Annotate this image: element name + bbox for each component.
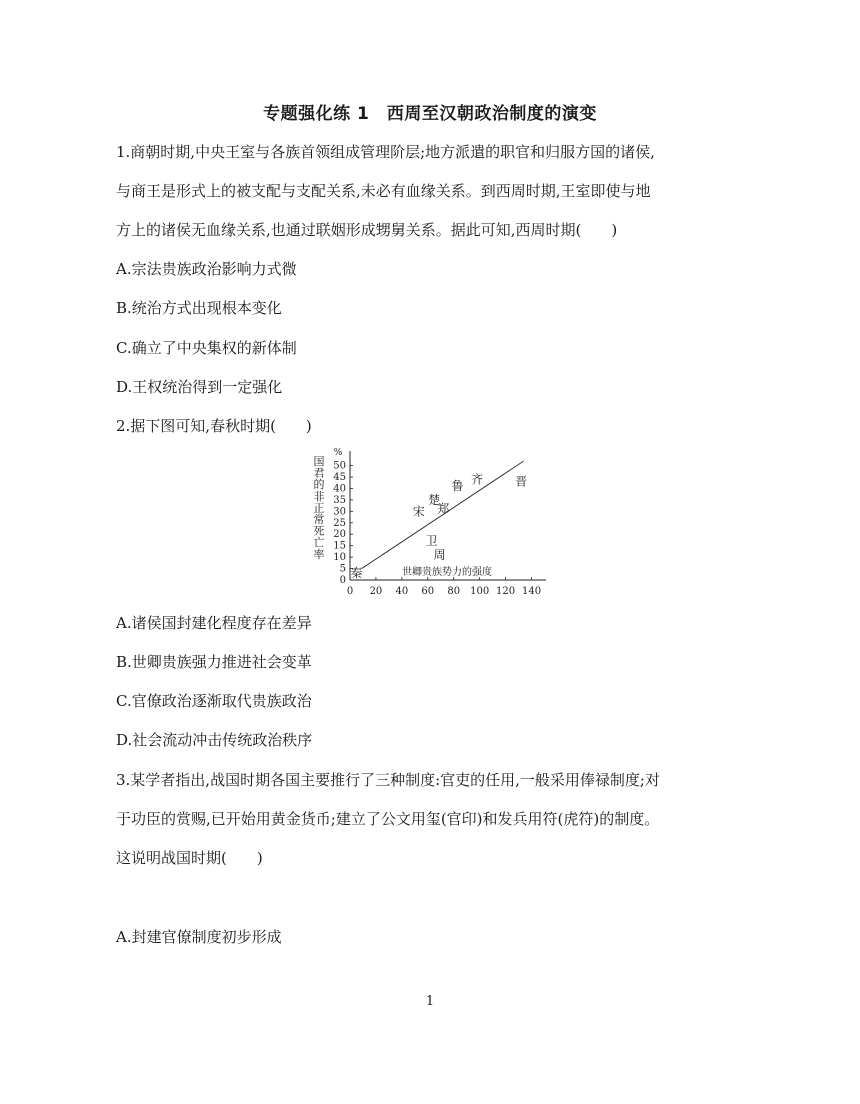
y-tick-label: 45 [333, 472, 346, 484]
data-point-label: 郑 [437, 502, 450, 517]
question-2-option-b: B.世卿贵族强力推进社会变革 [116, 653, 312, 671]
data-point-label: 楚 [428, 492, 441, 507]
y-tick-label: 0 [339, 575, 346, 586]
question-1-option-d: D.王权统治得到一定强化 [116, 378, 283, 396]
question-3-stem-line-2: 于功臣的赏赐,已开始用黄金货币;建立了公文用玺(官印)和发兵用符(虎符)的制度。 [116, 810, 660, 828]
x-tick-label: 40 [395, 586, 409, 597]
data-point-label: 晋 [515, 474, 528, 489]
y-tick-label: 15 [333, 540, 346, 552]
question-3-stem-line-3: 这说明战国时期( ) [116, 849, 263, 867]
y-axis-label-char: 率 [313, 547, 325, 561]
x-axis-label: 世卿贵族势力的强度 [402, 567, 492, 578]
chart-svg [305, 443, 560, 608]
y-tick-label: 10 [333, 552, 346, 564]
data-point-label: 周 [433, 547, 446, 562]
question-1-stem-line-3: 方上的诸侯无血缘关系,也通过联姻形成甥舅关系。据此可知,西周时期( ) [116, 221, 618, 239]
question-2-option-c: C.官僚政治逐渐取代贵族政治 [116, 692, 312, 710]
x-tick-label: 60 [421, 586, 435, 597]
y-tick-label: 30 [333, 506, 346, 518]
data-point-label: 宋 [412, 504, 425, 519]
y-axis-label-char: 君 [313, 466, 325, 480]
question-1-option-c: C.确立了中央集权的新体制 [116, 339, 297, 357]
question-2-option-d: D.社会流动冲击传统政治秩序 [116, 731, 313, 749]
x-tick-label: 20 [369, 586, 383, 597]
x-tick-label: 120 [496, 586, 516, 597]
y-axis-label-char: 非 [313, 489, 325, 503]
question-2-stem: 2.据下图可知,春秋时期( ) [116, 417, 312, 435]
data-point-label: 秦 [350, 566, 363, 581]
y-axis-label-char: 正 [313, 501, 325, 515]
page-title: 专题强化练 1 西周至汉朝政治制度的演变 [263, 104, 597, 124]
question-2-option-a: A.诸侯国封建化程度存在差异 [116, 614, 312, 632]
y-axis-label-char: 亡 [313, 536, 325, 550]
y-axis-label-char: 死 [313, 524, 325, 538]
y-tick-label: 50 [333, 460, 346, 472]
x-tick-label: 140 [521, 586, 542, 597]
y-tick-label: 5 [339, 563, 346, 575]
y-unit-label: % [333, 448, 343, 458]
x-tick-label: 0 [346, 586, 354, 597]
chart [305, 443, 560, 608]
y-tick-label: 25 [333, 517, 346, 529]
question-3-option-a: A.封建官僚制度初步形成 [116, 928, 282, 946]
question-1-option-a: A.宗法贵族政治影响力式微 [116, 260, 297, 278]
x-tick-label: 100 [470, 586, 490, 597]
data-point-label: 卫 [425, 534, 438, 549]
data-point-label: 鲁 [451, 479, 464, 494]
page-number: 1 [425, 994, 435, 1009]
y-axis-label-char: 常 [313, 513, 325, 526]
question-1-stem-line-2: 与商王是形式上的被支配与支配关系,未必有血缘关系。到西周时期,王室即使与地 [116, 182, 651, 200]
y-tick-label: 40 [333, 483, 346, 495]
question-3-stem-line-1: 3.某学者指出,战国时期各国主要推行了三种制度:官吏的任用,一般采用俸禄制度;对 [116, 771, 660, 789]
y-tick-label: 20 [333, 529, 346, 541]
y-tick-label: 35 [333, 494, 346, 506]
x-tick-label: 80 [447, 586, 461, 597]
y-axis-label-char: 的 [313, 478, 325, 492]
question-1-option-b: B.统治方式出现根本变化 [116, 299, 282, 317]
question-1-stem-line-1: 1.商朝时期,中央王室与各族首领组成管理阶层;地方派遣的职官和归服方国的诸侯, [116, 143, 655, 161]
data-point-label: 齐 [471, 472, 484, 487]
y-axis-label-char: 国 [313, 455, 325, 468]
